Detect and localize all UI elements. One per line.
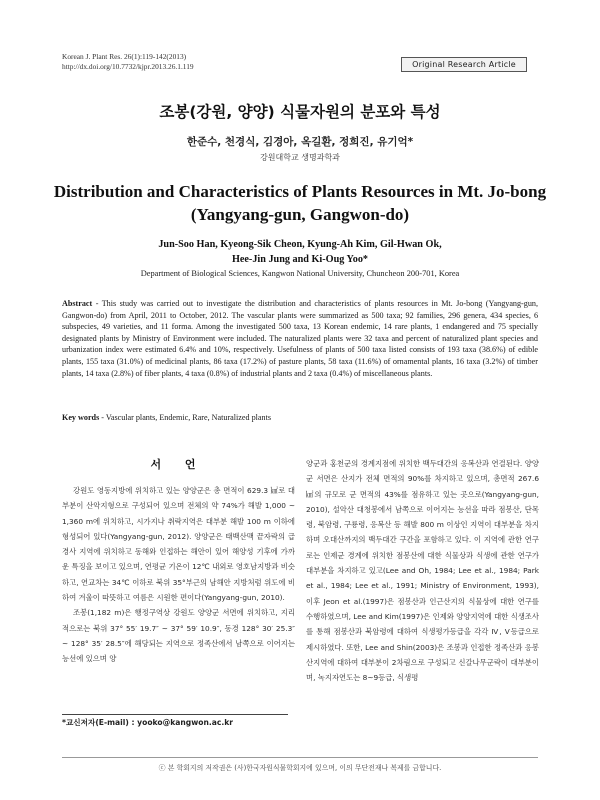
keywords-text: - Vascular plants, Endemic, Rare, Naturalized plants bbox=[99, 413, 272, 422]
abstract-label: Abstract bbox=[62, 299, 93, 308]
paragraph: 강원도 영동지방에 위치하고 있는 양양군은 총 면적이 629.3 ㎢로 대부분이 산악지형으로 구성되어 있으며 전체의 약 74%가 해발 1,000 ~ 1,360 m에 위치하고, 시가지나 취락지역은 대부분 해발 100 m 이하에 형성되어 있다(Yangyang-gun, 2012). 양양군은 태백산맥 끝자락의 급경사 지역에 위치하고 동해와 인접하는 해안이 있어 해양성 기후에 가까운 특징을 보이고 있으며, 연평균 기온이 12℃ 내외로 영호남지방과 비슷하고, 연교차는 34℃ 이하로 북위 35°부근의 남해안 지방처럼 위도에 비하여 겨울이 따뜻하고 여름은 시원한 편이다(Yangyang-gun, 2010). bbox=[62, 486, 295, 603]
affiliation-korean: 강원대학교 생명과학과 bbox=[260, 153, 340, 162]
authors-english-line1: Jun-Soo Han, Kyeong-Sik Cheon, Kyung-Ah Kim, Gil-Hwan Ok, bbox=[158, 239, 442, 250]
keywords bbox=[62, 413, 538, 422]
keywords-label: Key words bbox=[62, 413, 100, 422]
journal-meta bbox=[62, 52, 194, 72]
body-column-left bbox=[62, 483, 295, 707]
title-english bbox=[40, 180, 560, 226]
abstract bbox=[62, 298, 538, 379]
authors-korean: 한준수, 천경식, 김경아, 옥길환, 정희진, 유기억* bbox=[186, 136, 414, 148]
journal-citation: Korean J. Plant Res. 26(1):119-142(2013) bbox=[62, 52, 187, 61]
paragraph: 조봉(1,182 m)은 행정구역상 강원도 양양군 서면에 위치하고, 지리적으로는 북위 37° 55′ 19.7″ ~ 37° 59′ 10.9″, 동경 128° 30′ 25.3″ ~ 128° 35′ 28.5″에 해당되는 지역으로 정족산에서 남쪽으로 이어지는 능선에 있으며 양 bbox=[62, 608, 295, 664]
footnote-divider bbox=[62, 714, 288, 715]
affiliation-english: Department of Biological Sciences, Kangwon National University, Chuncheon 200-701, Korea bbox=[140, 269, 460, 278]
title-korean: 조봉(강원, 양양) 식물자원의 분포와 특성 bbox=[159, 103, 441, 121]
article-type-badge: Original Research Article bbox=[401, 57, 527, 72]
title-english-line2: (Yangyang-gun, Gangwon-do) bbox=[190, 205, 410, 224]
corresponding-author-footnote: *교신저자(E-mail) : yooko@kangwon.ac.kr bbox=[62, 718, 234, 727]
body-column-right bbox=[306, 456, 539, 728]
title-english-line1: Distribution and Characteristics of Plants Resources in Mt. Jo-bong bbox=[53, 182, 547, 201]
authors-english-line2: Hee-Jin Jung and Ki-Oug Yoo* bbox=[231, 254, 369, 265]
doi-link[interactable]: http://dx.doi.org/10.7732/kjpr.2013.26.1.119 bbox=[62, 62, 194, 71]
abstract-text: - This study was carried out to investigate the distribution and characteristics of plants resources in Mt. Jo-bong (Yangyang-gun, Gangwon-do) from April, 2011 to October, 2012. The vascular plants were summarized as 500 taxa; 92 families, 296 genera, 434 species, 6 subspecies, 49 varieties, and 11 forma. Among the investigated 500 taxa, 13 Korean endemic, 14 rare plants, 1 endangered and 75 specially designated plants by Ministry of Environment were included. The naturalized plants were 32 taxa and percent of naturalized plant species and urbanization index were estimated 6.4% and 10%, respectively. Usefulness of plants of 500 taxa listed consists of 193 taxa (38.6%) of edible plants, 155 taxa (31.0%) of medicinal plants, 86 taxa (17.2%) of pasture plants, 58 taxa (11.6%) of ornamental plants, 16 taxa (3.2%) of timber plants, 14 taxa (2.8%) of fiber plants, 4 taxa (0.8%) of industrial plants and 2 taxa (0.4%) of miscellaneous plants. bbox=[62, 299, 538, 378]
copyright-divider bbox=[62, 757, 538, 758]
section-title-introduction: 서 언 bbox=[150, 458, 206, 471]
authors-english bbox=[40, 237, 560, 267]
paragraph: 양군과 홍천군의 경계지점에 위치한 백두대간의 응복산과 연결된다. 양양군 서면은 산지가 전체 면적의 90%를 차지하고 있으며, 총면적 267.6 ㎢의 규모로 군 면적의 43%를 점유하고 있는 곳으로(Yangyang-gun, 2010), 설악산 대청봉에서 남쪽으로 이어지는 능선을 따라 점봉산, 단목령, 북암령, 구룡령, 응복산 등 해발 800 m 이상인 지역이 대부분을 차지하며 오대산까지의 백두대간 구간을 포함하고 있다. 이 지역에 관한 연구로는 인제군 경계에 위치한 점봉산에 대한 식물상과 식생에 관한 연구가 대부분을 차지하고 있고(Lee and Oh, 1984; Lee et al., 1984; Park et al., 1984; Lee et al., 1991; Ministry of Environment, 1993), 이후 Jeon et al.(1997)은 점봉산과 인근산지의 식물상에 대한 연구를 수행하였으며, Lee and Kim(1997)은 인제와 양양지역에 대한 식생조사를 통해 점봉산과 북암령에 대하여 식생평가등급을 각각 Ⅳ, Ⅴ등급으로 제시하였다. 또한, Lee and Shin(2003)은 조봉과 인접한 정족산과 응봉산지역에 대하여 대부분이 2차림으로 구성되고 신갈나무군락이 대부분이며, 녹지자연도는 8~9등급, 식생평 bbox=[306, 459, 539, 683]
copyright-notice: ⓒ 본 학회지의 저작권은 (사)한국자원식물학회지에 있으며, 이의 무단전재나 복제를 금합니다. bbox=[158, 764, 442, 772]
